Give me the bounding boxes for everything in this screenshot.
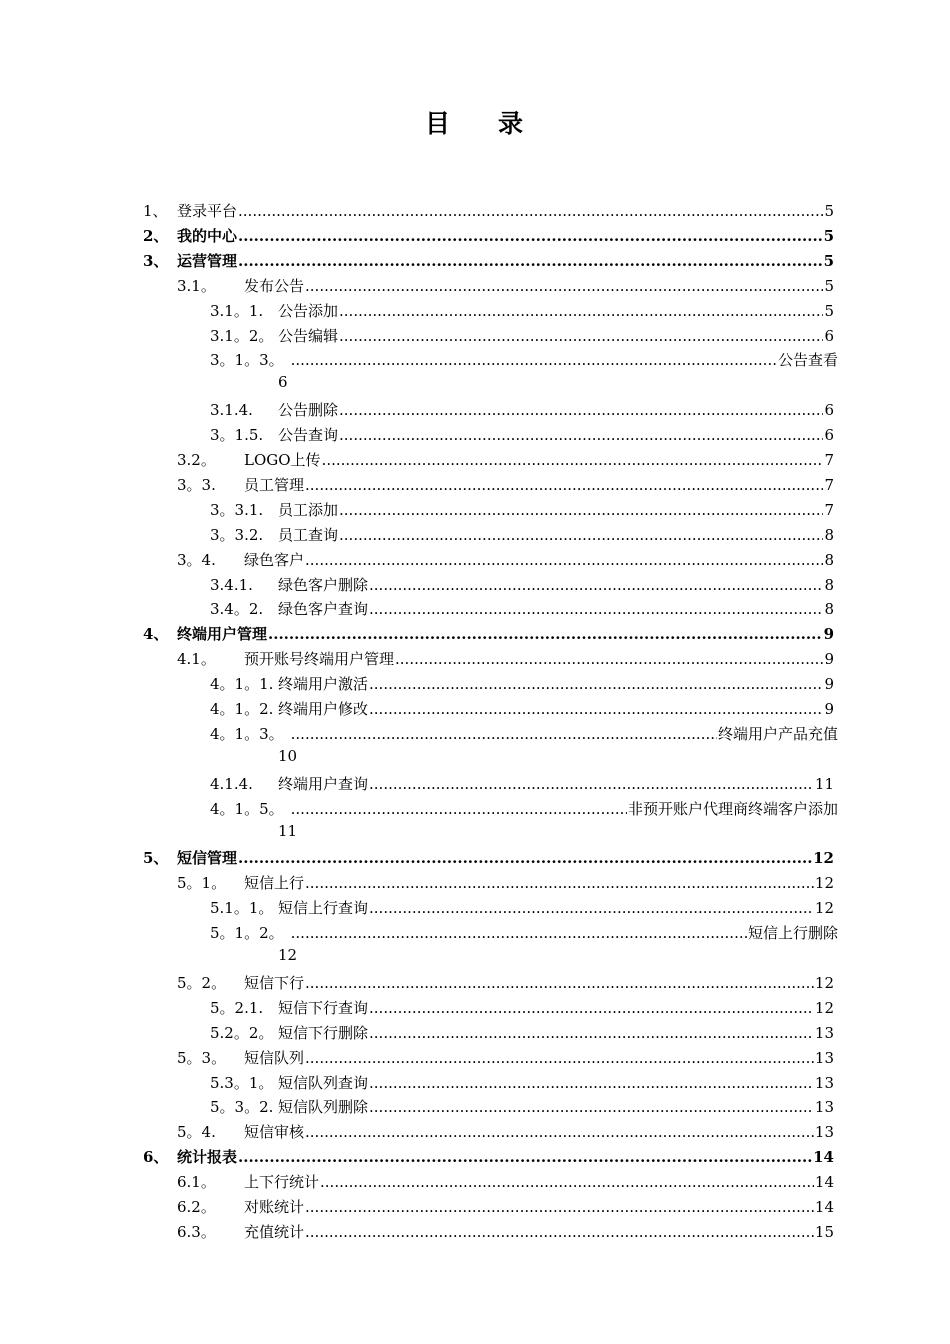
toc-entry-page: 6 <box>278 373 288 392</box>
toc-dot-leader <box>369 699 823 719</box>
toc-dot-leader <box>305 276 823 296</box>
toc-entry-number: 4、 <box>143 625 169 644</box>
toc-entry-number: 3.4.1. <box>210 575 253 594</box>
toc-entry-page: 8 <box>824 575 834 594</box>
toc-entry[interactable] <box>210 345 838 370</box>
toc-dot-leader <box>305 973 814 993</box>
toc-entry-page: 13 <box>814 1048 834 1067</box>
toc-entry-number: 5。2.1. <box>210 998 264 1017</box>
toc-entry-title: 终端用户修改 <box>278 700 369 718</box>
toc-entry[interactable] <box>177 1117 834 1142</box>
toc-entry-number: 3。3.2. <box>210 525 264 544</box>
toc-entry-page: 8 <box>824 600 834 619</box>
toc-entry-number: 4.1。 <box>177 650 216 669</box>
toc-entry-page: 9 <box>823 625 834 644</box>
toc-dot-leader <box>305 1048 814 1068</box>
toc-entry[interactable] <box>210 520 834 545</box>
toc-entry[interactable] <box>210 321 834 346</box>
toc-entry-title: 短信下行 <box>244 973 305 992</box>
toc-entry-page: 11 <box>278 821 298 840</box>
toc-entry-title: 我的中心 <box>177 226 238 245</box>
toc-entry-page: 12 <box>814 998 834 1017</box>
toc-entry[interactable] <box>210 993 834 1018</box>
toc-dot-leader <box>238 1147 812 1167</box>
toc-entry-page: 7 <box>824 500 834 519</box>
toc-entry[interactable] <box>177 545 834 570</box>
toc-entry[interactable] <box>177 1192 834 1217</box>
toc-entry-number: 3。1.5. <box>210 426 264 445</box>
toc-entry-title: 短信上行删除 <box>747 924 838 943</box>
toc-entry-page: 7 <box>824 475 834 494</box>
toc-dot-leader <box>291 724 717 744</box>
toc-entry-title: 员工查询 <box>278 525 339 544</box>
toc-entry-page: 6 <box>824 426 834 445</box>
toc-dot-leader <box>339 301 823 321</box>
toc-entry-page: 12 <box>814 899 834 918</box>
toc-entry[interactable] <box>177 968 834 993</box>
toc-entry-number: 5。1。2。 <box>210 924 284 943</box>
toc-entry[interactable] <box>177 271 834 296</box>
toc-dot-leader <box>339 326 823 346</box>
toc-entry-page: 12 <box>814 973 834 992</box>
toc-entry[interactable] <box>143 196 834 221</box>
toc-dot-leader <box>305 873 814 893</box>
toc-entry-number: 5。4. <box>177 1123 216 1142</box>
toc-entry-number: 5。3。 <box>177 1048 227 1067</box>
toc-entry-number: 3。4. <box>177 550 216 569</box>
toc-dot-leader <box>291 799 627 819</box>
toc-dot-leader <box>369 898 814 918</box>
toc-entry-number: 3.1。2。 <box>210 326 274 345</box>
toc-entry[interactable] <box>177 1217 834 1242</box>
toc-entry[interactable] <box>177 868 834 893</box>
toc-entry-number: 5、 <box>143 849 169 868</box>
toc-entry-title: 短信下行查询 <box>278 998 369 1017</box>
toc-entry-title: 对账统计 <box>244 1198 305 1216</box>
toc-entry-number: 3。3. <box>177 475 216 494</box>
toc-entry-number: 5。2。 <box>177 973 227 992</box>
toc-entry[interactable] <box>210 395 834 420</box>
toc-entry-title: 短信上行 <box>244 874 305 893</box>
toc-entry[interactable] <box>210 420 834 445</box>
toc-entry-page: 13 <box>814 1023 834 1042</box>
toc-entry[interactable] <box>210 794 838 819</box>
toc-entry[interactable] <box>143 221 834 246</box>
toc-dot-leader <box>305 475 823 495</box>
toc-entry-number: 6.3。 <box>177 1222 216 1241</box>
toc-entry[interactable] <box>210 769 834 794</box>
page-title <box>0 104 950 140</box>
toc-entry[interactable] <box>210 495 834 520</box>
toc-entry-page: 13 <box>814 1123 834 1142</box>
toc-entry[interactable] <box>210 918 838 943</box>
toc-entry-page: 6 <box>824 401 834 420</box>
toc-entry-page: 5 <box>823 226 834 245</box>
toc-dot-leader <box>305 550 823 570</box>
toc-entry-page: 5 <box>824 276 834 295</box>
toc-entry-title: 发布公告 <box>244 276 305 295</box>
toc-entry-page: 14 <box>814 1198 834 1216</box>
toc-entry-page: 14 <box>814 1173 834 1192</box>
toc-dot-leader <box>339 400 823 420</box>
toc-dot-leader <box>369 674 823 694</box>
toc-entry-number: 4。1。3。 <box>210 724 284 743</box>
toc-entry[interactable] <box>143 246 834 271</box>
toc-entry-page: 13 <box>814 1098 834 1117</box>
toc-entry-title: 短信队列查询 <box>278 1073 369 1092</box>
toc-entry[interactable] <box>210 719 838 744</box>
toc-entry-number: 3.1.4. <box>210 401 253 420</box>
toc-entry[interactable] <box>143 1142 834 1167</box>
toc-entry-title: 绿色客户 <box>244 550 305 569</box>
toc-entry-number: 3.4。2. <box>210 600 264 619</box>
toc-dot-leader <box>369 1073 814 1093</box>
toc-entry-title: 绿色客户删除 <box>278 575 369 594</box>
toc-entry-page: 6 <box>824 326 834 345</box>
toc-dot-leader <box>369 998 814 1018</box>
toc-entry-number: 6.2。 <box>177 1198 216 1216</box>
toc-entry[interactable] <box>210 570 834 595</box>
toc-dot-leader <box>291 923 747 943</box>
toc-entry[interactable] <box>177 1043 834 1068</box>
toc-entry-title: 充值统计 <box>244 1222 305 1241</box>
toc-entry-title: 终端用户查询 <box>278 774 369 793</box>
toc-entry-title: 终端用户激活 <box>278 675 369 694</box>
toc-entry-page: 5 <box>824 301 834 320</box>
toc-entry-page: 8 <box>824 525 834 544</box>
toc-entry[interactable] <box>210 594 834 619</box>
toc-entry-title: 登录平台 <box>177 202 238 220</box>
toc-entry[interactable] <box>143 619 834 644</box>
toc-entry[interactable] <box>143 843 834 868</box>
toc-entry-title: 公告添加 <box>278 301 339 320</box>
toc-entry-number: 6.1。 <box>177 1173 216 1192</box>
toc-entry-number: 2、 <box>143 226 169 245</box>
toc-entry[interactable] <box>210 694 834 719</box>
toc-entry-number: 3。3.1. <box>210 500 264 519</box>
toc-dot-leader <box>238 201 823 221</box>
toc-entry-title: 员工添加 <box>278 500 339 519</box>
toc-entry[interactable] <box>210 669 834 694</box>
toc-entry[interactable] <box>177 1167 834 1192</box>
toc-entry-number: 3.1。 <box>177 276 216 295</box>
toc-entry-number: 5.2。2。 <box>210 1023 274 1042</box>
toc-entry-number: 1、 <box>143 202 168 220</box>
toc-dot-leader <box>369 1023 814 1043</box>
toc-entry-number: 3.2。 <box>177 451 216 469</box>
toc-entry-title: 短信下行删除 <box>278 1023 369 1042</box>
toc-entry-page: 12 <box>814 874 834 893</box>
toc-entry-number: 4.1.4. <box>210 774 253 793</box>
toc-entry-page: 11 <box>814 774 834 793</box>
toc-dot-leader <box>339 500 823 520</box>
toc-entry-page: 9 <box>824 700 834 718</box>
toc-entry-number: 5.1。1。 <box>210 899 274 918</box>
toc-dot-leader <box>238 251 823 271</box>
toc-dot-leader <box>305 1222 814 1242</box>
toc-dot-leader <box>369 575 823 595</box>
toc-entry-title: 统计报表 <box>177 1148 238 1167</box>
toc-entry-number: 4。1。5。 <box>210 799 284 818</box>
toc-entry-number: 5。1。 <box>177 874 227 893</box>
toc-entry-page: 13 <box>814 1073 834 1092</box>
toc-entry[interactable] <box>210 296 834 321</box>
toc-entry-title: 绿色客户查询 <box>278 600 369 619</box>
toc-entry-title: 短信队列删除 <box>278 1098 369 1117</box>
toc-dot-leader <box>322 450 824 470</box>
toc-entry-page: 7 <box>824 451 834 469</box>
toc-entry-title: 终端用户产品充值 <box>717 724 838 743</box>
toc-entry-title: 终端用户管理 <box>177 625 268 644</box>
toc-dot-leader <box>395 649 823 669</box>
toc-entry[interactable] <box>177 470 834 495</box>
toc-entry-title: 公告查询 <box>278 426 339 445</box>
toc-dot-leader <box>238 848 812 868</box>
toc-entry-number: 6、 <box>143 1148 169 1167</box>
toc-entry-page: 5 <box>824 202 834 220</box>
toc-dot-leader <box>339 425 823 445</box>
toc-dot-leader <box>369 599 823 619</box>
toc-entry-number: 5。3。2. <box>210 1098 274 1117</box>
toc-entry-number: 3、 <box>143 251 169 270</box>
toc-entry-page: 9 <box>824 650 834 669</box>
toc-entry-page: 5 <box>823 251 834 270</box>
toc-dot-leader <box>339 525 823 545</box>
toc-entry-page: 14 <box>813 1148 834 1167</box>
toc-entry-number: 4。1。1. <box>210 675 274 694</box>
toc-entry-page: 12 <box>278 946 298 964</box>
toc-entry[interactable] <box>210 1018 834 1043</box>
toc-entry-page: 10 <box>278 746 298 765</box>
toc-entry[interactable] <box>177 644 834 669</box>
toc-entry-page: 12 <box>813 849 834 868</box>
toc-dot-leader <box>291 350 777 370</box>
toc-entry-title: 运营管理 <box>177 251 238 270</box>
toc-entry-title: 员工管理 <box>244 475 305 494</box>
toc-dot-leader <box>320 1172 814 1192</box>
toc-entry-title: 短信队列 <box>244 1048 305 1067</box>
toc-dot-leader <box>268 624 823 644</box>
toc-entry-number: 5.3。1。 <box>210 1073 274 1092</box>
toc-entry-number: 3。1。3。 <box>210 351 284 370</box>
toc-entry-title: 上下行统计 <box>244 1173 320 1192</box>
title-char-2: 录 <box>498 109 526 138</box>
toc-entry-page: 8 <box>824 550 834 569</box>
toc-entry-number: 4。1。2. <box>210 700 274 718</box>
toc-dot-leader <box>238 226 823 246</box>
title-char-1: 目 <box>424 109 452 138</box>
toc-dot-leader <box>305 1122 814 1142</box>
toc-entry-title: LOGO上传 <box>244 451 321 469</box>
toc-entry-title: 公告删除 <box>278 401 339 420</box>
toc-entry[interactable] <box>210 1068 834 1093</box>
toc-dot-leader <box>305 1197 814 1217</box>
toc-entry-title: 短信上行查询 <box>278 899 369 918</box>
toc-entry[interactable] <box>210 893 834 918</box>
toc-entry-title: 短信审核 <box>244 1123 305 1142</box>
toc-entry[interactable] <box>177 445 834 470</box>
toc-entry-title: 公告查看 <box>777 351 838 370</box>
toc-entry-page: 9 <box>824 675 834 694</box>
toc-entry[interactable] <box>210 1092 834 1117</box>
toc-entry-title: 公告编辑 <box>278 326 339 345</box>
toc-entry-title: 短信管理 <box>177 849 238 868</box>
toc-entry-title: 预开账号终端用户管理 <box>244 650 395 669</box>
toc-entry-number: 3.1。1. <box>210 301 264 320</box>
toc-entry-page: 15 <box>814 1222 834 1241</box>
toc-entry-title: 非预开账户代理商终端客户添加 <box>627 799 838 818</box>
toc-dot-leader <box>369 774 814 794</box>
toc-dot-leader <box>369 1097 814 1117</box>
